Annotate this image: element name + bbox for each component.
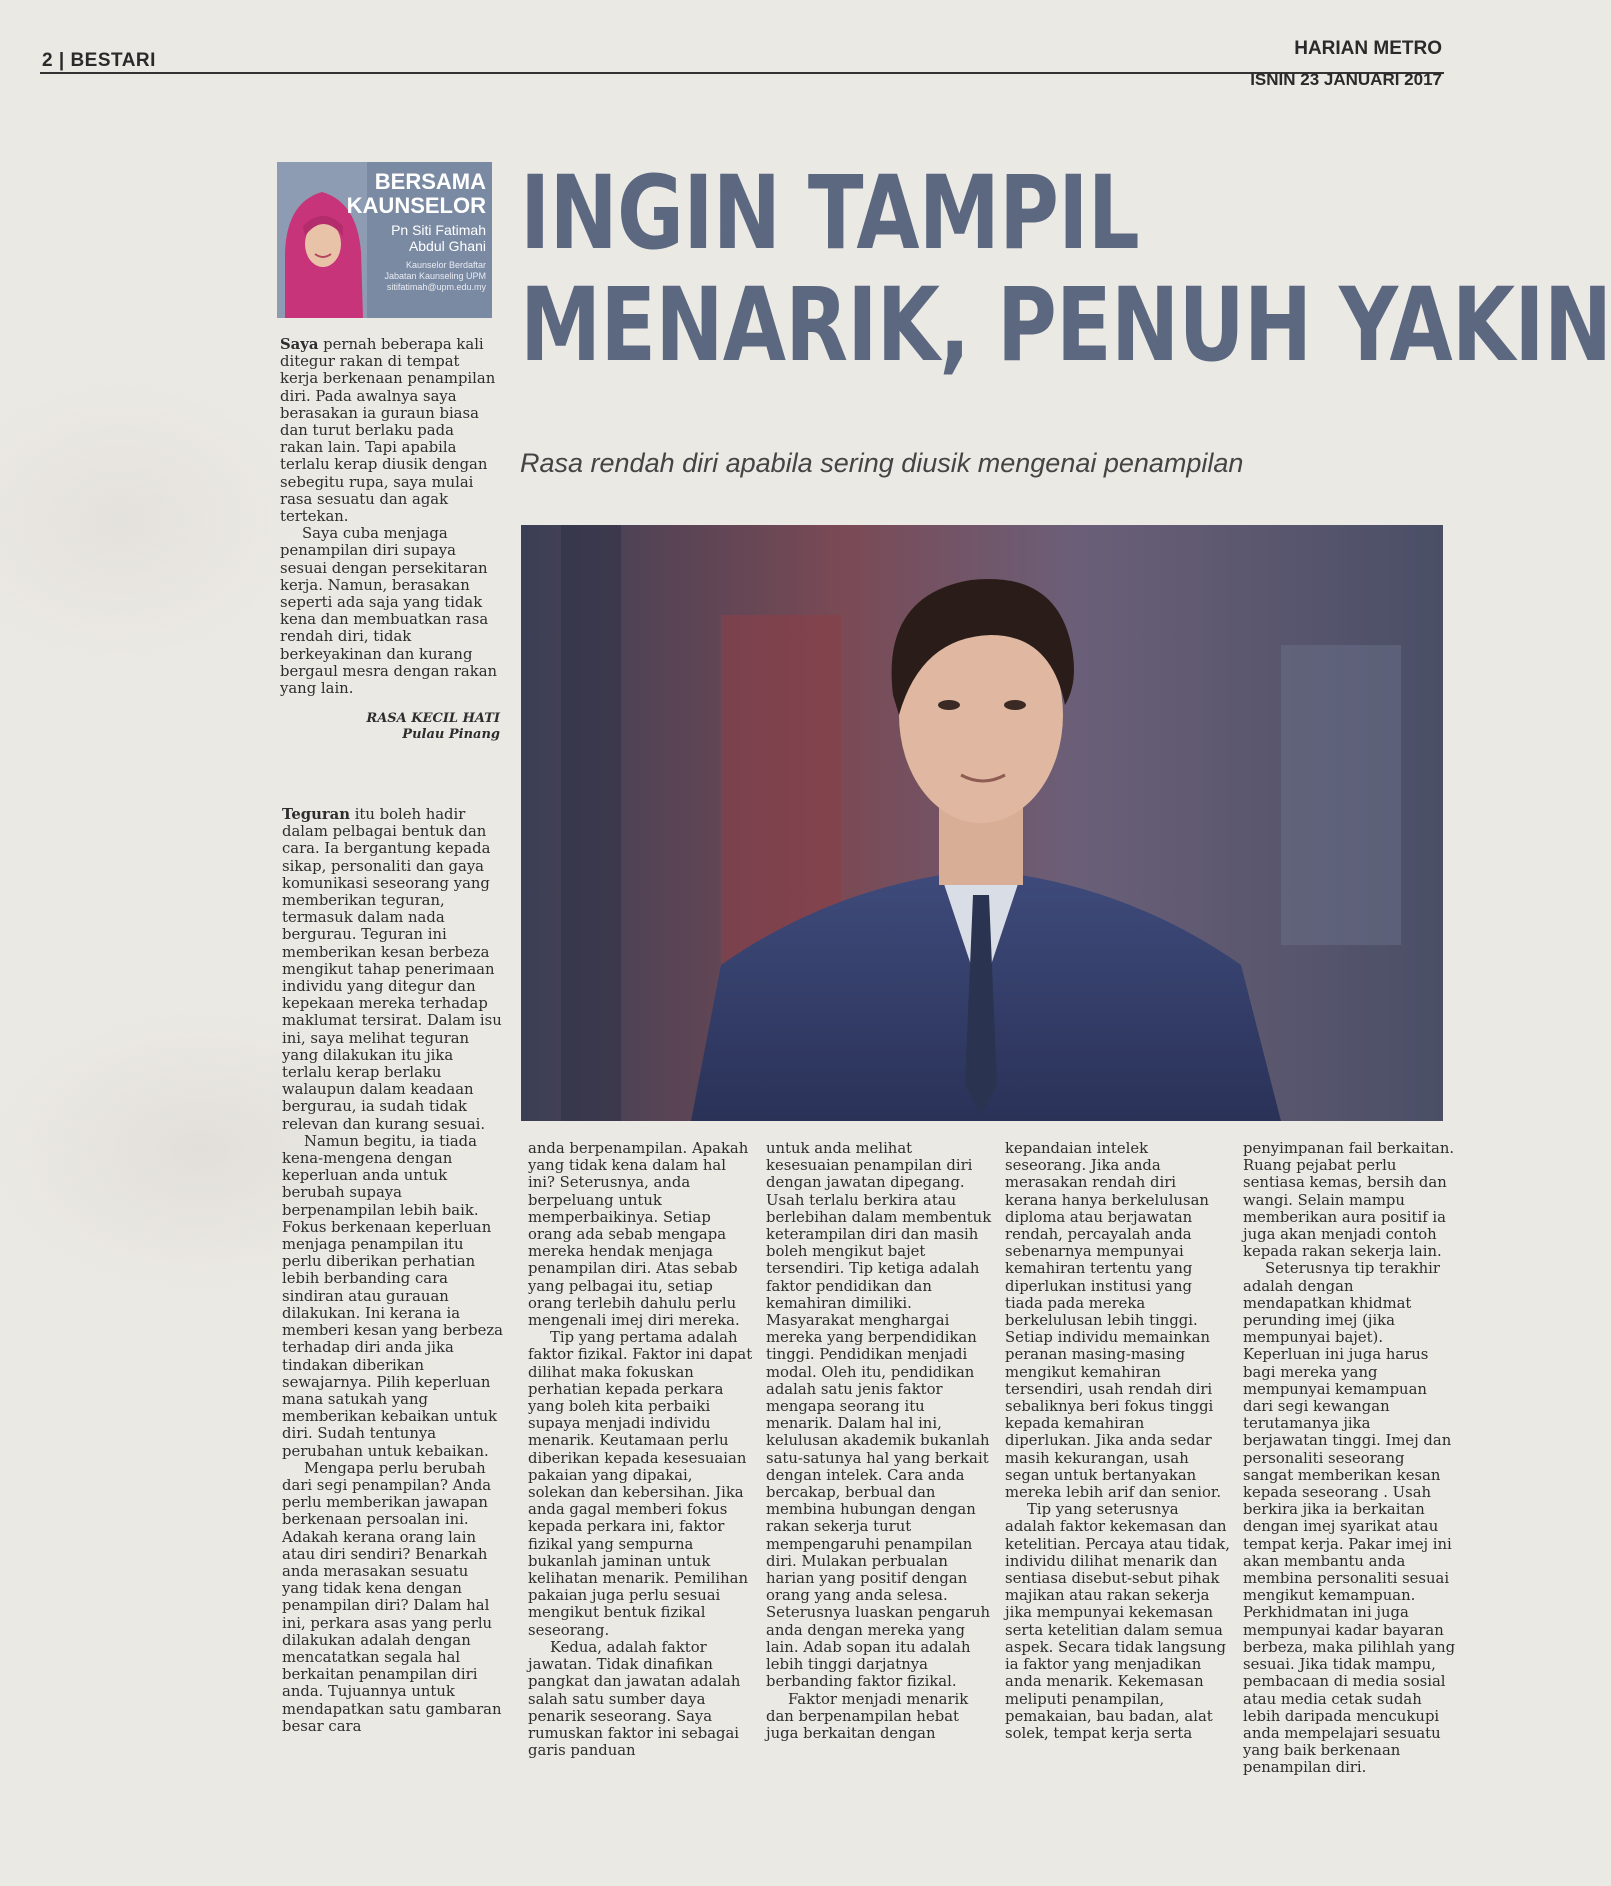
counselor-name <box>391 222 486 254</box>
counselor-role-line1: Kaunselor Berdaftar <box>405 260 486 270</box>
answer-paragraph <box>282 806 504 1133</box>
counselor-name-line1: Pn Siti Fatimah <box>391 222 486 238</box>
letter-signature-location: Pulau Pinang <box>402 727 500 743</box>
answer-column-5 <box>1243 1140 1459 1777</box>
masthead-rule <box>40 72 1444 74</box>
answer-paragraph: Mengapa perlu berubah dari segi penampilan? Anda perlu memberikan jawapan berkenaan persoalan ini. Adakah kerana orang lain atau diri sendiri? Benarkah anda merasakan sesuatu yang tidak kena dengan penampilan diri? Dalam hal ini, perkara asas yang perlu dilakukan adalah dengan mencatatkan segala hal berkaitan penampilan diri anda. Tujuannya untuk mendapatkan satu gambaran besar cara <box>282 1459 502 1735</box>
letter-signature-name: RASA KECIL HATI <box>366 711 500 727</box>
reader-letter <box>280 336 500 743</box>
issue-date: ISNIN 23 JANUARI 2017 <box>1250 70 1442 89</box>
headline <box>520 154 1611 385</box>
letter-text: pernah beberapa kali ditegur rakan di tempat kerja berkenaan penampilan diri. Pada awalnya saya berasakan ia guraun biasa dan turut berlaku pada rakan lain. Tapi apabila terlalu kerap diusik dengan sebegitu rupa, saya mulai rasa sesuatu dan agak tertekan. <box>280 336 496 526</box>
main-photo <box>521 525 1443 1121</box>
answer-paragraph: Tip yang pertama adalah faktor fizikal. Faktor ini dapat dilihat maka fokuskan perhatian kepada perkara yang boleh kita perbaiki supaya menjadi individu menarik. Keutamaan perlu diberikan kepada kesesuaian pakaian yang dipakai, solekan dan kebersihan. Jika anda gagal memberi fokus kepada perkara ini, faktor fizikal yang sempurna bukanlah jaminan untuk kelihatan menarik. Pemilihan pakaian juga perlu sesuai mengikut bentuk fizikal seseorang. <box>528 1329 753 1639</box>
answer-paragraph: anda berpenampilan. Apakah yang tidak kena dalam hal ini? Seterusnya, anda berpeluang untuk memperbaikinya. Setiap orang ada sebab mengapa mereka hendak menjaga penampilan diri. Atas sebab yang pelbagai itu, setiap orang terlebih dahulu perlu mengenali imej diri mereka. <box>528 1140 749 1330</box>
man-in-suit-photo-icon <box>521 525 1443 1121</box>
counselor-box <box>277 162 492 318</box>
answer-column-1 <box>282 806 504 1735</box>
page-section-label: 2 | BESTARI <box>42 50 156 71</box>
counselor-title-line1: BERSAMA <box>374 169 486 194</box>
headline-line1: INGIN TAMPIL <box>520 154 1139 273</box>
counselor-title <box>347 170 486 218</box>
counselor-name-line2: Abdul Ghani <box>408 238 486 254</box>
answer-paragraph: kepandaian intelek seseorang. Jika anda merasakan rendah diri kerana hanya berkelulusan diploma atau berjawatan rendah, percayalah anda sebenarnya mempunyai kemahiran tertentu yang diperlukan institusi yang tiada pada mereka berkelulusan lebih tinggi. Setiap individu memainkan peranan masing-masing mengikut kemahiran tersendiri, usah rendah diri sebaliknya beri fokus tinggi kepada kemahiran diperlukan. Jika anda sedar masih kekurangan, usah segan untuk bertanyakan mereka lebih arif dan senior. <box>1005 1140 1222 1502</box>
counselor-title-line2: KAUNSELOR <box>346 193 486 218</box>
counselor-role <box>384 260 486 293</box>
counselor-email: sitifatimah@upm.edu.my <box>386 282 486 292</box>
counselor-role-line2: Jabatan Kaunseling UPM <box>384 271 486 281</box>
answer-paragraph: Kedua, adalah faktor jawatan. Tidak dinafikan pangkat dan jawatan adalah salah satu sumber daya penarik seseorang. Saya rumuskan faktor ini sebagai garis panduan <box>528 1638 741 1760</box>
letter-paragraph: Saya cuba menjaga penampilan diri supaya sesuai dengan persekitaran kerja. Namun, berasakan seperti ada saja yang tidak kena dan membuatkan rasa rendah diri, tidak berkeyakinan dan kurang bergaul mesra dengan rakan yang lain. <box>280 525 498 698</box>
answer-text: itu boleh hadir dalam pelbagai bentuk dan cara. Ia bergantung kepada sikap, personaliti dan gaya komunikasi seseorang yang memberikan teguran, termasuk dalam nada bergurau. Teguran ini memberikan kesan berbeza mengikut tahap penerimaan individu yang ditegur dan kepekaan mereka terhadap maklumat tersirat. Dalam isu ini, saya melihat teguran yang dilakukan itu jika terlalu kerap berlaku walaupun dalam keadaan bergurau, ia sudah tidak relevan dan kurang sesuai. <box>282 806 502 1133</box>
letter-signature <box>280 711 500 743</box>
subheadline: Rasa rendah diri apabila sering diusik mengenai penampilan <box>520 448 1244 478</box>
answer-paragraph: untuk anda melihat kesesuaian penampilan diri dengan jawatan dipegang. Usah terlalu berkira atau berlebihan dalam membentuk keterampilan diri dan masih boleh mengikut bajet tersendiri. Tip ketiga adalah faktor pendidikan dan kemahiran dimiliki. Masyarakat menghargai mereka yang berpendidikan tinggi. Pendidikan menjadi modal. Oleh itu, pendidikan adalah satu jenis faktor mengapa seorang itu menarik. Dalam hal ini, kelulusan akademik bukanlah satu-satunya hal yang berkait dengan intelek. Cara anda bercakap, berbual dan membina hubungan dengan rakan sekerja turut mempengaruhi penampilan diri. Mulakan perbualan harian yang positif dengan orang yang anda selesa. Seterusnya luaskan pengaruh anda dengan mereka yang lain. Adab sopan itu adalah lebih tinggi darjatnya berbanding faktor fizikal. <box>766 1140 992 1691</box>
answer-column-4 <box>1005 1140 1231 1742</box>
answer-column-2 <box>528 1140 754 1759</box>
answer-lead-word: Teguran <box>282 806 350 823</box>
newspaper-name: HARIAN METRO <box>1294 38 1442 59</box>
answer-column-3 <box>766 1140 992 1742</box>
letter-paragraph <box>280 336 500 525</box>
headline-line2: MENARIK, PENUH YAKIN <box>520 266 1611 385</box>
answer-paragraph: penyimpanan fail berkaitan. Ruang pejabat perlu sentiasa kemas, bersih dan wangi. Selain mampu memberikan aura positif ia juga akan menjadi contoh kepada rakan sekerja lain. <box>1243 1140 1455 1261</box>
answer-paragraph: Tip yang seterusnya adalah faktor kekemasan dan ketelitian. Percaya atau tidak, individu dilihat menarik dan sentiasa disebut-sebut pihak majikan atau rakan sekerja jika mempunyai kekemasan serta ketelitian dalam semua aspek. Secara tidak langsung ia faktor yang menjadikan anda menarik. Kekemasan meliputi penampilan, pemakaian, bau badan, alat solek, tempat kerja serta <box>1005 1501 1230 1742</box>
answer-paragraph: Seterusnya tip terakhir adalah dengan mendapatkan khidmat perunding imej (jika mempunyai bajet). Keperluan ini juga harus bagi mereka yang mempunyai kemampuan dari segi kewangan terutamanya jika berjawatan tinggi. Imej dan personaliti seseorang sangat memberikan kesan kepada seseorang . Usah berkira jika ia berkaitan dengan imej syarikat atau tempat kerja. Pakar imej ini akan membantu anda membina personaliti sesuai mengikut kemampuan. Perkhidmatan ini juga mempunyai kadar bayaran berbeza, maka pilihlah yang sesuai. Jika tidak mampu, pembacaan di media sosial atau media cetak sudah lebih daripada mencukupi anda mempelajari sesuatu yang baik berkenaan penampilan diri. <box>1243 1260 1456 1777</box>
answer-paragraph: Faktor menjadi menarik dan berpenampilan hebat juga berkaitan dengan <box>766 1690 969 1742</box>
letter-lead-word: Saya <box>280 336 319 353</box>
answer-paragraph: Namun begitu, ia tiada kena-mengena dengan keperluan anda untuk berubah supaya berpenampilan lebih baik. Fokus berkenaan keperluan menjaga penampilan itu perlu diberikan perhatian lebih berbanding cara sindiran atau gurauan dilakukan. Ini kerana ia memberi kesan yang berbeza terhadap diri anda jika tindakan diberikan sewajarnya. Pilih keperluan mana satukah yang memberikan kebaikan untuk diri. Sudah tentunya perubahan untuk kebaikan. <box>282 1132 503 1460</box>
